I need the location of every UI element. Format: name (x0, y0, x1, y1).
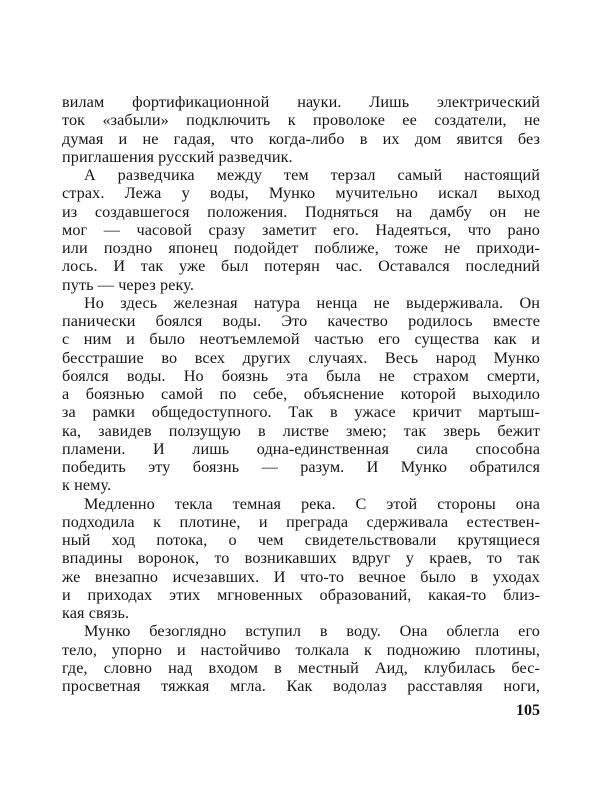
text-line: тело, упорно и настойчиво толкала к подножию плотины, (62, 640, 540, 659)
text-line: Но здесь железная натура ненца не выдерживала. Он (84, 293, 540, 312)
text-line: думая и не гадая, что когда-либо в их дом явится без (62, 129, 540, 148)
text-line: за рамки общедоступного. Так в ужасе кричит мартыш- (62, 403, 540, 422)
text-line: и приходах этих мгновенных образований, какая-то близ- (62, 585, 540, 604)
text-line: ток «забыли» подключить к проволоке ее создатели, не (62, 111, 540, 130)
text-line: а боязнью самой по себе, объяснение которой выходило (62, 385, 540, 403)
text-line: подходила к плотине, и преграда сдерживала естествен- (62, 512, 540, 531)
page-body-text (62, 93, 540, 695)
text-line: ка, завидев ползущую в листве змею; так зверь бежит (62, 421, 540, 440)
text-line: же внезапно исчезавших. И что-то вечное было в уходах (62, 567, 540, 586)
text-line: Медленно текла темная река. С этой стороны она (84, 494, 540, 513)
text-line: мог — часовой сразу заметит его. Надеяться, что рано (62, 220, 540, 239)
text-line: победить эту боязнь — разум. И Мунко обратился (62, 458, 540, 476)
text-line: или поздно японец подойдет поближе, тоже не приходи- (62, 239, 540, 257)
text-line: приглашения русский разведчик. (62, 147, 293, 166)
text-line: А разведчика между тем терзал самый настоящий (84, 166, 540, 184)
text-line: Мунко безоглядно вступил в воду. Она облегла его (84, 622, 540, 641)
text-line: страх. Лежа у воды, Мунко мучительно искал выход (62, 184, 540, 203)
text-line: просветная тяжкая мгла. Как водолаз расставляя ноги, (62, 677, 540, 695)
page-number: 105 (516, 702, 540, 719)
text-line: панически боялся воды. Это качество родилось вместе (62, 312, 540, 330)
text-line: бесстрашие во всех других случаях. Весь народ Мунко (62, 348, 540, 367)
text-line: с ним и было неотъемлемой частью его существа как и (62, 330, 540, 349)
text-line: к нему. (62, 476, 112, 495)
text-line: вилам фортификационной науки. Лишь электрический (62, 93, 540, 111)
text-line: боялся воды. Но боязнь эта была не страхом смерти, (62, 366, 540, 385)
text-line: пламени. И лишь одна-единственная сила способна (62, 439, 540, 458)
text-line: путь — через реку. (62, 275, 194, 294)
text-line: из создавшегося положения. Подняться на дамбу он не (62, 202, 540, 221)
text-line: лось. И так уже был потерян час. Оставался последний (62, 257, 540, 276)
text-line: где, словно над входом в местный Аид, клубилась бес- (62, 658, 540, 677)
text-line: кая связь. (62, 604, 130, 622)
text-line: впадины воронок, то возникавших вдруг у краев, то так (62, 549, 540, 568)
text-line: ный ход потока, о чем свидетельствовали крутящиеся (62, 531, 540, 549)
